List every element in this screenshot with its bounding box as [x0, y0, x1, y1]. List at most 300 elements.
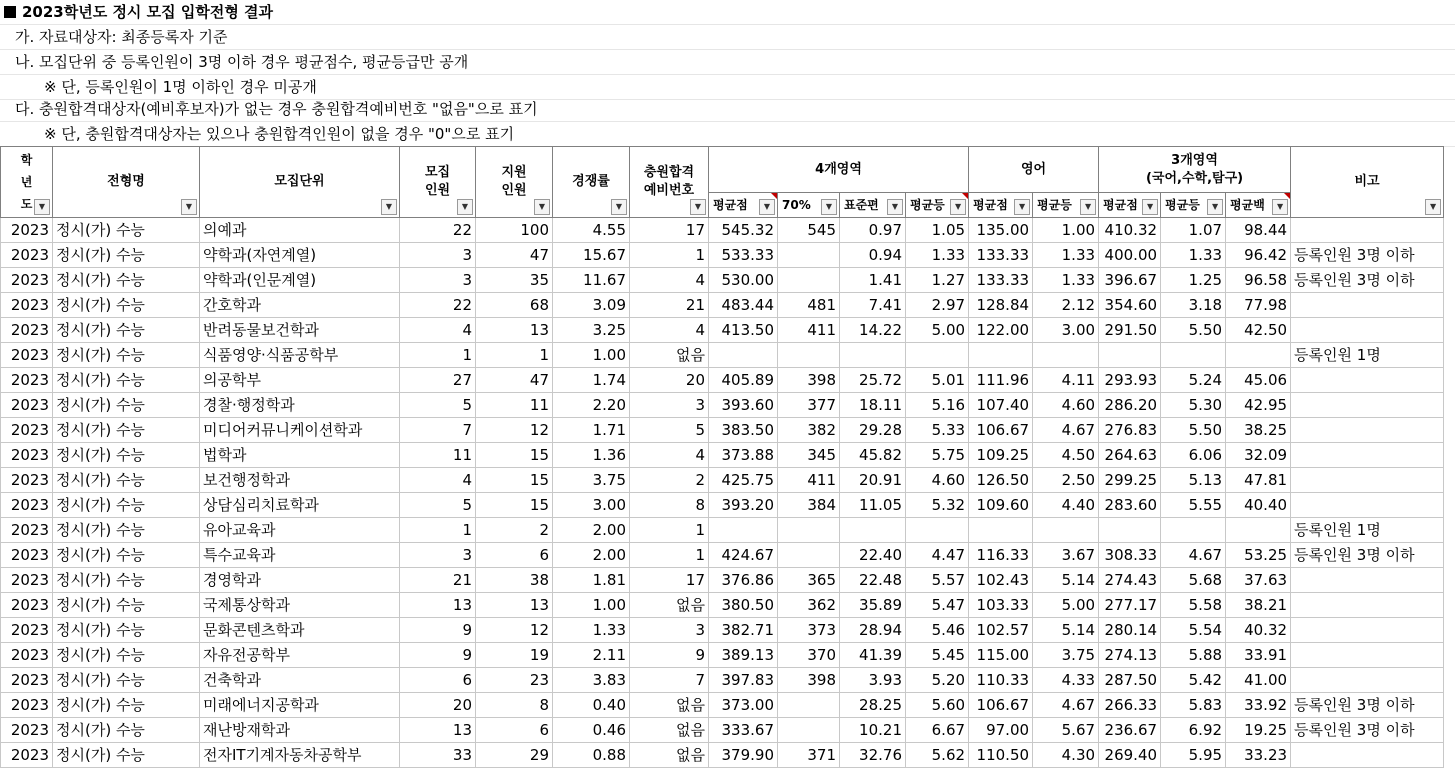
cell-year[interactable]: 2023	[1, 518, 53, 543]
cell-type[interactable]: 정시(가) 수능	[53, 268, 200, 293]
cell-four-avg-grade[interactable]	[906, 518, 969, 543]
cell-eng-avg-score[interactable]: 116.33	[969, 543, 1033, 568]
cell-ratio[interactable]: 3.83	[553, 668, 630, 693]
cell-three-avg-score[interactable]: 266.33	[1099, 693, 1161, 718]
cell-remark[interactable]: 등록인원 3명 이하	[1291, 718, 1444, 743]
cell-four-avg-score[interactable]: 483.44	[709, 293, 778, 318]
cell-waitlist[interactable]: 17	[630, 218, 709, 243]
cell-four-70pct[interactable]: 345	[778, 443, 840, 468]
cell-four-avg-grade[interactable]: 5.62	[906, 743, 969, 768]
cell-three-avg-grade[interactable]: 1.33	[1161, 243, 1226, 268]
cell-four-avg-grade[interactable]: 5.60	[906, 693, 969, 718]
cell-three-avg-grade[interactable]: 1.25	[1161, 268, 1226, 293]
cell-three-avg-pct[interactable]: 33.91	[1226, 643, 1291, 668]
cell-waitlist[interactable]: 없음	[630, 743, 709, 768]
cell-eng-avg-grade[interactable]: 4.40	[1033, 493, 1099, 518]
cell-type[interactable]: 정시(가) 수능	[53, 693, 200, 718]
cell-four-avg-score[interactable]: 413.50	[709, 318, 778, 343]
cell-quota[interactable]: 7	[400, 418, 476, 443]
cell-three-avg-pct[interactable]	[1226, 518, 1291, 543]
cell-ratio[interactable]: 1.00	[553, 593, 630, 618]
cell-quota[interactable]: 3	[400, 268, 476, 293]
cell-type[interactable]: 정시(가) 수능	[53, 368, 200, 393]
cell-three-avg-pct[interactable]: 41.00	[1226, 668, 1291, 693]
cell-remark[interactable]	[1291, 743, 1444, 768]
cell-unit[interactable]: 국제통상학과	[200, 593, 400, 618]
cell-three-avg-grade[interactable]: 5.13	[1161, 468, 1226, 493]
cell-three-avg-score[interactable]: 396.67	[1099, 268, 1161, 293]
cell-three-avg-pct[interactable]: 98.44	[1226, 218, 1291, 243]
cell-year[interactable]: 2023	[1, 418, 53, 443]
dropdown-arrow-icon[interactable]: ▼	[1142, 199, 1158, 215]
cell-applicants[interactable]: 47	[476, 243, 553, 268]
cell-eng-avg-score[interactable]: 133.33	[969, 268, 1033, 293]
cell-waitlist[interactable]: 17	[630, 568, 709, 593]
cell-four-avg-grade[interactable]: 6.67	[906, 718, 969, 743]
cell-three-avg-pct[interactable]: 42.50	[1226, 318, 1291, 343]
cell-eng-avg-grade[interactable]: 4.67	[1033, 418, 1099, 443]
dropdown-arrow-icon[interactable]: ▼	[534, 199, 550, 215]
cell-unit[interactable]: 건축학과	[200, 668, 400, 693]
cell-year[interactable]: 2023	[1, 493, 53, 518]
dropdown-arrow-icon[interactable]: ▼	[1425, 199, 1441, 215]
cell-four-stddev[interactable]: 41.39	[840, 643, 906, 668]
cell-eng-avg-score[interactable]: 106.67	[969, 693, 1033, 718]
cell-four-70pct[interactable]: 545	[778, 218, 840, 243]
cell-applicants[interactable]: 29	[476, 743, 553, 768]
cell-eng-avg-grade[interactable]	[1033, 343, 1099, 368]
cell-three-avg-grade[interactable]	[1161, 343, 1226, 368]
dropdown-arrow-icon[interactable]: ▼	[1207, 199, 1223, 215]
cell-eng-avg-score[interactable]: 133.33	[969, 243, 1033, 268]
cell-quota[interactable]: 13	[400, 593, 476, 618]
cell-four-avg-grade[interactable]: 4.47	[906, 543, 969, 568]
dropdown-arrow-icon[interactable]: ▼	[1080, 199, 1096, 215]
cell-four-stddev[interactable]: 0.97	[840, 218, 906, 243]
dropdown-arrow-icon[interactable]: ▼	[34, 199, 50, 215]
cell-four-stddev[interactable]: 10.21	[840, 718, 906, 743]
cell-eng-avg-grade[interactable]: 4.50	[1033, 443, 1099, 468]
cell-quota[interactable]: 1	[400, 518, 476, 543]
cell-four-70pct[interactable]	[778, 518, 840, 543]
cell-quota[interactable]: 20	[400, 693, 476, 718]
cell-eng-avg-score[interactable]: 128.84	[969, 293, 1033, 318]
cell-three-avg-grade[interactable]: 5.50	[1161, 418, 1226, 443]
cell-quota[interactable]: 9	[400, 643, 476, 668]
cell-four-avg-score[interactable]: 425.75	[709, 468, 778, 493]
cell-unit[interactable]: 전자IT기계자동차공학부	[200, 743, 400, 768]
cell-three-avg-grade[interactable]: 3.18	[1161, 293, 1226, 318]
cell-three-avg-grade[interactable]	[1161, 518, 1226, 543]
cell-year[interactable]: 2023	[1, 643, 53, 668]
cell-three-avg-pct[interactable]: 96.42	[1226, 243, 1291, 268]
cell-four-avg-score[interactable]: 382.71	[709, 618, 778, 643]
cell-remark[interactable]: 등록인원 3명 이하	[1291, 268, 1444, 293]
cell-quota[interactable]: 5	[400, 393, 476, 418]
dropdown-arrow-icon[interactable]: ▼	[887, 199, 903, 215]
cell-applicants[interactable]: 11	[476, 393, 553, 418]
cell-unit[interactable]: 특수교육과	[200, 543, 400, 568]
cell-applicants[interactable]: 68	[476, 293, 553, 318]
cell-eng-avg-grade[interactable]: 5.14	[1033, 618, 1099, 643]
cell-unit[interactable]: 상담심리치료학과	[200, 493, 400, 518]
cell-unit[interactable]: 의예과	[200, 218, 400, 243]
cell-quota[interactable]: 22	[400, 218, 476, 243]
cell-eng-avg-score[interactable]: 109.25	[969, 443, 1033, 468]
cell-three-avg-score[interactable]: 299.25	[1099, 468, 1161, 493]
cell-eng-avg-score[interactable]: 110.33	[969, 668, 1033, 693]
cell-eng-avg-grade[interactable]: 3.00	[1033, 318, 1099, 343]
cell-four-avg-score[interactable]: 379.90	[709, 743, 778, 768]
cell-waitlist[interactable]: 4	[630, 443, 709, 468]
header-year[interactable]	[1, 147, 53, 218]
cell-three-avg-grade[interactable]: 5.24	[1161, 368, 1226, 393]
cell-four-stddev[interactable]: 7.41	[840, 293, 906, 318]
cell-eng-avg-score[interactable]: 106.67	[969, 418, 1033, 443]
cell-type[interactable]: 정시(가) 수능	[53, 218, 200, 243]
dropdown-arrow-icon[interactable]: ▼	[821, 199, 837, 215]
cell-eng-avg-grade[interactable]: 2.12	[1033, 293, 1099, 318]
cell-quota[interactable]: 5	[400, 493, 476, 518]
cell-unit[interactable]: 법학과	[200, 443, 400, 468]
cell-waitlist[interactable]: 2	[630, 468, 709, 493]
cell-three-avg-grade[interactable]: 5.68	[1161, 568, 1226, 593]
cell-year[interactable]: 2023	[1, 393, 53, 418]
dropdown-arrow-icon[interactable]: ▼	[381, 199, 397, 215]
subheader-four-avg-grade[interactable]	[906, 193, 969, 218]
cell-three-avg-score[interactable]: 283.60	[1099, 493, 1161, 518]
cell-three-avg-grade[interactable]: 5.42	[1161, 668, 1226, 693]
cell-type[interactable]: 정시(가) 수능	[53, 318, 200, 343]
cell-ratio[interactable]: 2.20	[553, 393, 630, 418]
subheader-three-avg-score[interactable]	[1099, 193, 1161, 218]
cell-three-avg-pct[interactable]: 47.81	[1226, 468, 1291, 493]
cell-ratio[interactable]: 2.00	[553, 543, 630, 568]
cell-waitlist[interactable]: 5	[630, 418, 709, 443]
cell-eng-avg-grade[interactable]	[1033, 518, 1099, 543]
cell-remark[interactable]: 등록인원 3명 이하	[1291, 243, 1444, 268]
cell-three-avg-grade[interactable]: 5.58	[1161, 593, 1226, 618]
cell-four-70pct[interactable]	[778, 243, 840, 268]
cell-four-stddev[interactable]: 20.91	[840, 468, 906, 493]
cell-three-avg-score[interactable]: 354.60	[1099, 293, 1161, 318]
cell-unit[interactable]: 경영학과	[200, 568, 400, 593]
cell-four-avg-grade[interactable]: 5.33	[906, 418, 969, 443]
cell-four-stddev[interactable]: 32.76	[840, 743, 906, 768]
cell-waitlist[interactable]: 3	[630, 618, 709, 643]
cell-applicants[interactable]: 6	[476, 543, 553, 568]
cell-remark[interactable]	[1291, 468, 1444, 493]
cell-four-stddev[interactable]: 29.28	[840, 418, 906, 443]
cell-year[interactable]: 2023	[1, 743, 53, 768]
cell-remark[interactable]	[1291, 218, 1444, 243]
cell-year[interactable]: 2023	[1, 568, 53, 593]
cell-unit[interactable]: 약학과(인문계열)	[200, 268, 400, 293]
cell-three-avg-pct[interactable]: 53.25	[1226, 543, 1291, 568]
cell-four-70pct[interactable]: 377	[778, 393, 840, 418]
cell-remark[interactable]	[1291, 318, 1444, 343]
cell-three-avg-grade[interactable]: 5.55	[1161, 493, 1226, 518]
cell-ratio[interactable]: 3.75	[553, 468, 630, 493]
cell-eng-avg-score[interactable]: 111.96	[969, 368, 1033, 393]
cell-three-avg-pct[interactable]: 38.21	[1226, 593, 1291, 618]
cell-eng-avg-grade[interactable]: 4.30	[1033, 743, 1099, 768]
cell-four-70pct[interactable]: 411	[778, 318, 840, 343]
cell-unit[interactable]: 자유전공학부	[200, 643, 400, 668]
cell-eng-avg-grade[interactable]: 2.50	[1033, 468, 1099, 493]
cell-four-avg-grade[interactable]: 5.46	[906, 618, 969, 643]
header-waitlist[interactable]	[630, 147, 709, 218]
cell-applicants[interactable]: 19	[476, 643, 553, 668]
cell-year[interactable]: 2023	[1, 243, 53, 268]
cell-year[interactable]: 2023	[1, 318, 53, 343]
cell-three-avg-score[interactable]: 236.67	[1099, 718, 1161, 743]
cell-eng-avg-score[interactable]: 107.40	[969, 393, 1033, 418]
dropdown-arrow-icon[interactable]: ▼	[759, 199, 775, 215]
cell-waitlist[interactable]: 없음	[630, 593, 709, 618]
cell-remark[interactable]: 등록인원 1명	[1291, 518, 1444, 543]
cell-three-avg-score[interactable]: 277.17	[1099, 593, 1161, 618]
header-type[interactable]	[53, 147, 200, 218]
cell-applicants[interactable]: 12	[476, 618, 553, 643]
cell-three-avg-pct[interactable]: 77.98	[1226, 293, 1291, 318]
cell-three-avg-grade[interactable]: 5.54	[1161, 618, 1226, 643]
cell-four-avg-grade[interactable]: 5.75	[906, 443, 969, 468]
cell-applicants[interactable]: 12	[476, 418, 553, 443]
cell-applicants[interactable]: 1	[476, 343, 553, 368]
cell-eng-avg-score[interactable]: 110.50	[969, 743, 1033, 768]
cell-applicants[interactable]: 6	[476, 718, 553, 743]
cell-remark[interactable]	[1291, 568, 1444, 593]
cell-remark[interactable]	[1291, 293, 1444, 318]
cell-three-avg-score[interactable]: 410.32	[1099, 218, 1161, 243]
cell-four-70pct[interactable]: 365	[778, 568, 840, 593]
cell-three-avg-grade[interactable]: 5.30	[1161, 393, 1226, 418]
cell-four-stddev[interactable]: 45.82	[840, 443, 906, 468]
cell-three-avg-score[interactable]: 308.33	[1099, 543, 1161, 568]
cell-eng-avg-score[interactable]: 126.50	[969, 468, 1033, 493]
cell-three-avg-pct[interactable]: 96.58	[1226, 268, 1291, 293]
cell-quota[interactable]: 21	[400, 568, 476, 593]
cell-quota[interactable]: 6	[400, 668, 476, 693]
dropdown-arrow-icon[interactable]: ▼	[950, 199, 966, 215]
cell-four-avg-score[interactable]	[709, 518, 778, 543]
cell-four-stddev[interactable]: 14.22	[840, 318, 906, 343]
subheader-four-avg-score[interactable]	[709, 193, 778, 218]
cell-three-avg-grade[interactable]: 1.07	[1161, 218, 1226, 243]
cell-four-70pct[interactable]	[778, 543, 840, 568]
cell-three-avg-score[interactable]: 287.50	[1099, 668, 1161, 693]
cell-four-stddev[interactable]: 11.05	[840, 493, 906, 518]
cell-year[interactable]: 2023	[1, 443, 53, 468]
subheader-eng-avg-grade[interactable]	[1033, 193, 1099, 218]
cell-applicants[interactable]: 38	[476, 568, 553, 593]
cell-eng-avg-score[interactable]: 102.43	[969, 568, 1033, 593]
cell-quota[interactable]: 1	[400, 343, 476, 368]
cell-ratio[interactable]: 1.33	[553, 618, 630, 643]
cell-type[interactable]: 정시(가) 수능	[53, 343, 200, 368]
cell-ratio[interactable]: 0.88	[553, 743, 630, 768]
cell-four-stddev[interactable]: 1.41	[840, 268, 906, 293]
cell-type[interactable]: 정시(가) 수능	[53, 593, 200, 618]
cell-type[interactable]: 정시(가) 수능	[53, 418, 200, 443]
cell-waitlist[interactable]: 없음	[630, 693, 709, 718]
cell-three-avg-pct[interactable]: 33.23	[1226, 743, 1291, 768]
cell-four-avg-score[interactable]: 397.83	[709, 668, 778, 693]
cell-waitlist[interactable]: 1	[630, 518, 709, 543]
cell-unit[interactable]: 간호학과	[200, 293, 400, 318]
cell-quota[interactable]: 4	[400, 318, 476, 343]
cell-four-avg-grade[interactable]: 5.47	[906, 593, 969, 618]
cell-three-avg-pct[interactable]: 45.06	[1226, 368, 1291, 393]
cell-four-avg-grade[interactable]: 5.32	[906, 493, 969, 518]
cell-unit[interactable]: 보건행정학과	[200, 468, 400, 493]
cell-three-avg-score[interactable]: 400.00	[1099, 243, 1161, 268]
cell-three-avg-score[interactable]: 291.50	[1099, 318, 1161, 343]
cell-four-avg-grade[interactable]: 1.33	[906, 243, 969, 268]
header-remark[interactable]	[1291, 147, 1444, 218]
cell-eng-avg-score[interactable]: 135.00	[969, 218, 1033, 243]
cell-type[interactable]: 정시(가) 수능	[53, 393, 200, 418]
cell-quota[interactable]: 9	[400, 618, 476, 643]
cell-four-avg-score[interactable]: 530.00	[709, 268, 778, 293]
cell-applicants[interactable]: 23	[476, 668, 553, 693]
cell-waitlist[interactable]: 없음	[630, 718, 709, 743]
cell-remark[interactable]	[1291, 618, 1444, 643]
cell-eng-avg-score[interactable]: 115.00	[969, 643, 1033, 668]
cell-unit[interactable]: 의공학부	[200, 368, 400, 393]
cell-unit[interactable]: 경찰·행정학과	[200, 393, 400, 418]
cell-eng-avg-grade[interactable]: 5.14	[1033, 568, 1099, 593]
subheader-eng-avg-score[interactable]	[969, 193, 1033, 218]
cell-eng-avg-grade[interactable]: 3.75	[1033, 643, 1099, 668]
cell-applicants[interactable]: 35	[476, 268, 553, 293]
cell-ratio[interactable]: 4.55	[553, 218, 630, 243]
cell-three-avg-pct[interactable]: 37.63	[1226, 568, 1291, 593]
cell-year[interactable]: 2023	[1, 343, 53, 368]
cell-eng-avg-score[interactable]: 109.60	[969, 493, 1033, 518]
cell-three-avg-grade[interactable]: 5.83	[1161, 693, 1226, 718]
cell-ratio[interactable]: 1.71	[553, 418, 630, 443]
cell-remark[interactable]	[1291, 418, 1444, 443]
cell-four-avg-grade[interactable]: 5.01	[906, 368, 969, 393]
cell-four-70pct[interactable]: 370	[778, 643, 840, 668]
subheader-three-avg-pct[interactable]	[1226, 193, 1291, 218]
cell-four-avg-grade[interactable]: 5.16	[906, 393, 969, 418]
cell-eng-avg-grade[interactable]: 1.33	[1033, 243, 1099, 268]
cell-waitlist[interactable]: 3	[630, 393, 709, 418]
cell-eng-avg-grade[interactable]: 4.67	[1033, 693, 1099, 718]
cell-remark[interactable]	[1291, 668, 1444, 693]
cell-waitlist[interactable]: 21	[630, 293, 709, 318]
cell-four-avg-score[interactable]: 424.67	[709, 543, 778, 568]
cell-remark[interactable]	[1291, 493, 1444, 518]
cell-waitlist[interactable]: 1	[630, 543, 709, 568]
cell-quota[interactable]: 4	[400, 468, 476, 493]
header-ratio[interactable]	[553, 147, 630, 218]
cell-remark[interactable]	[1291, 593, 1444, 618]
cell-unit[interactable]: 미래에너지공학과	[200, 693, 400, 718]
subheader-four-70pct[interactable]	[778, 193, 840, 218]
cell-eng-avg-score[interactable]: 122.00	[969, 318, 1033, 343]
cell-year[interactable]: 2023	[1, 368, 53, 393]
cell-three-avg-pct[interactable]: 32.09	[1226, 443, 1291, 468]
cell-four-avg-grade[interactable]: 5.57	[906, 568, 969, 593]
cell-four-stddev[interactable]: 28.94	[840, 618, 906, 643]
cell-type[interactable]: 정시(가) 수능	[53, 443, 200, 468]
cell-quota[interactable]: 3	[400, 243, 476, 268]
cell-eng-avg-grade[interactable]: 1.00	[1033, 218, 1099, 243]
cell-four-70pct[interactable]: 398	[778, 668, 840, 693]
cell-eng-avg-grade[interactable]: 3.67	[1033, 543, 1099, 568]
cell-four-stddev[interactable]: 3.93	[840, 668, 906, 693]
cell-unit[interactable]: 문화콘텐츠학과	[200, 618, 400, 643]
cell-applicants[interactable]: 15	[476, 493, 553, 518]
cell-three-avg-grade[interactable]: 5.50	[1161, 318, 1226, 343]
cell-ratio[interactable]: 0.40	[553, 693, 630, 718]
cell-applicants[interactable]: 47	[476, 368, 553, 393]
cell-ratio[interactable]: 3.25	[553, 318, 630, 343]
cell-waitlist[interactable]: 7	[630, 668, 709, 693]
cell-three-avg-grade[interactable]: 6.92	[1161, 718, 1226, 743]
cell-applicants[interactable]: 13	[476, 593, 553, 618]
cell-type[interactable]: 정시(가) 수능	[53, 668, 200, 693]
cell-four-avg-grade[interactable]: 1.05	[906, 218, 969, 243]
cell-four-stddev[interactable]: 22.48	[840, 568, 906, 593]
cell-year[interactable]: 2023	[1, 718, 53, 743]
cell-remark[interactable]	[1291, 443, 1444, 468]
cell-three-avg-score[interactable]	[1099, 518, 1161, 543]
cell-applicants[interactable]: 8	[476, 693, 553, 718]
cell-quota[interactable]: 22	[400, 293, 476, 318]
cell-type[interactable]: 정시(가) 수능	[53, 568, 200, 593]
cell-four-70pct[interactable]: 481	[778, 293, 840, 318]
cell-four-stddev[interactable]: 28.25	[840, 693, 906, 718]
cell-type[interactable]: 정시(가) 수능	[53, 543, 200, 568]
cell-year[interactable]: 2023	[1, 593, 53, 618]
cell-four-avg-score[interactable]: 389.13	[709, 643, 778, 668]
cell-four-stddev[interactable]	[840, 518, 906, 543]
cell-four-avg-score[interactable]: 380.50	[709, 593, 778, 618]
cell-four-avg-grade[interactable]: 5.00	[906, 318, 969, 343]
cell-eng-avg-score[interactable]: 97.00	[969, 718, 1033, 743]
cell-three-avg-pct[interactable]: 40.40	[1226, 493, 1291, 518]
cell-three-avg-grade[interactable]: 6.06	[1161, 443, 1226, 468]
cell-quota[interactable]: 13	[400, 718, 476, 743]
cell-four-stddev[interactable]: 22.40	[840, 543, 906, 568]
cell-type[interactable]: 정시(가) 수능	[53, 293, 200, 318]
cell-four-avg-grade[interactable]: 5.45	[906, 643, 969, 668]
cell-ratio[interactable]: 0.46	[553, 718, 630, 743]
cell-four-70pct[interactable]	[778, 268, 840, 293]
cell-four-avg-grade[interactable]: 1.27	[906, 268, 969, 293]
cell-three-avg-score[interactable]: 280.14	[1099, 618, 1161, 643]
cell-four-avg-grade[interactable]	[906, 343, 969, 368]
cell-four-70pct[interactable]	[778, 718, 840, 743]
cell-ratio[interactable]: 2.00	[553, 518, 630, 543]
cell-unit[interactable]: 재난방재학과	[200, 718, 400, 743]
cell-four-70pct[interactable]: 384	[778, 493, 840, 518]
cell-quota[interactable]: 11	[400, 443, 476, 468]
cell-four-avg-grade[interactable]: 4.60	[906, 468, 969, 493]
cell-remark[interactable]	[1291, 643, 1444, 668]
cell-eng-avg-grade[interactable]: 5.00	[1033, 593, 1099, 618]
cell-eng-avg-grade[interactable]: 4.60	[1033, 393, 1099, 418]
cell-ratio[interactable]: 1.36	[553, 443, 630, 468]
cell-ratio[interactable]: 1.81	[553, 568, 630, 593]
cell-ratio[interactable]: 3.00	[553, 493, 630, 518]
cell-three-avg-grade[interactable]: 5.95	[1161, 743, 1226, 768]
